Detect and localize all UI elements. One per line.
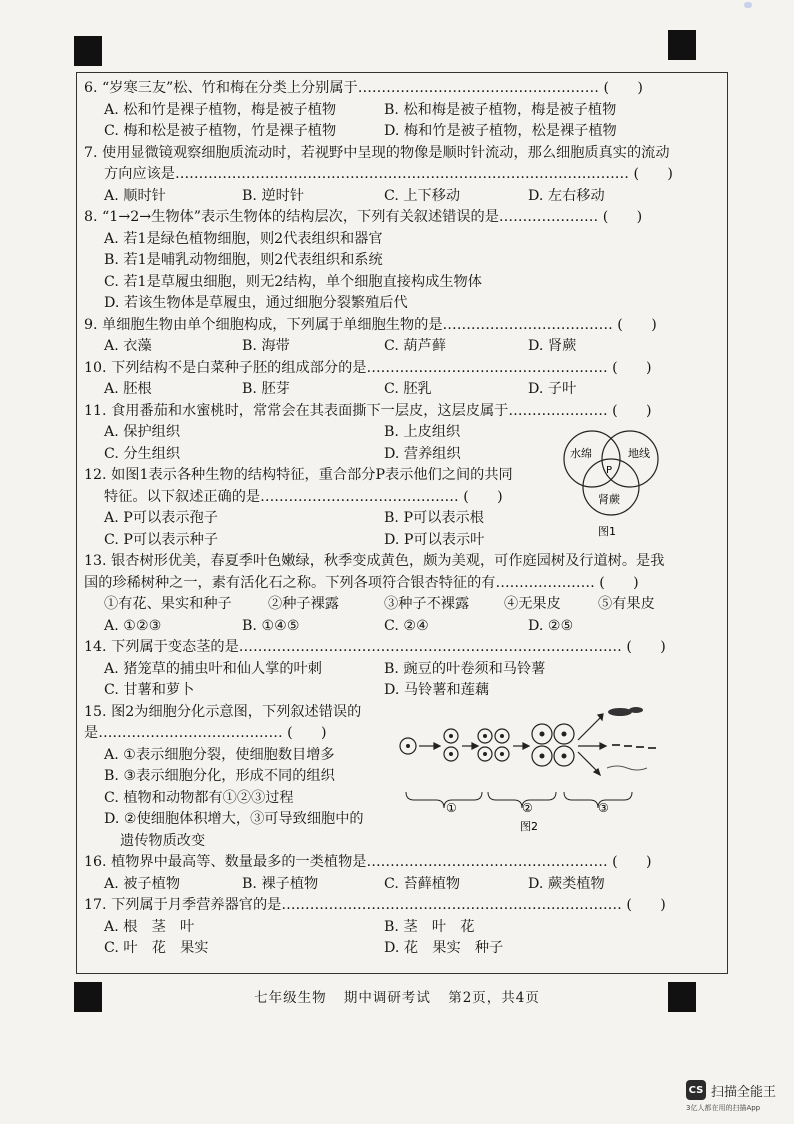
option-a: A. 猪笼草的捕虫叶和仙人掌的叶刺 <box>104 660 322 677</box>
option-d: D. ②⑤ <box>528 617 574 634</box>
option-d: D. 花 果实 种子 <box>384 940 504 956</box>
question-7-stem-cont: 方向应该是…………………………………………………………………………………… ( ) <box>104 166 673 182</box>
question-13-options <box>84 616 704 638</box>
option-c: C. 上下移动 <box>384 187 461 204</box>
tissue-sketch-3 <box>607 766 647 770</box>
question-14-options-row1 <box>84 659 704 681</box>
option-c: C. 甘薯和萝卜 <box>104 682 195 698</box>
question-8-stem: 8. “1→2→生物体”表示生物体的结构层次，下列有关叙述错误的是………………… ( ) <box>84 209 643 225</box>
footer-page: 第2页，共4页 <box>448 990 540 1006</box>
option-c: C. 梅和松是被子植物，竹是裸子植物 <box>104 123 337 139</box>
venn-label-2: 地线 <box>628 447 650 460</box>
brace-1 <box>406 792 482 808</box>
statement-item: ③种子不裸露 <box>384 596 470 612</box>
option-a: A. 胚根 <box>104 381 152 397</box>
question-17-options-row2 <box>84 938 704 960</box>
option-c: C. 葫芦藓 <box>384 338 446 354</box>
question-13-stem-cont: 国的珍稀树种之一，素有活化石之称。下列各项符合银杏特征的有………………… ( ) <box>84 574 639 591</box>
stage-label-1: ① <box>446 801 457 815</box>
option-c: C. P可以表示种子 <box>104 531 219 548</box>
question-11-stem: 11. 食用番茄和水蜜桃时，常常会在其表面撕下一层皮，这层皮属于………………… ( ) <box>84 402 652 419</box>
scanner-watermark <box>686 1080 776 1100</box>
option-d: D. 马铃薯和莲藕 <box>384 682 490 698</box>
figure-2-cell-differentiation <box>392 700 712 840</box>
question-14-stem: 14. 下列属于变态茎的是……………………………………………………………………… ( ) <box>84 639 666 655</box>
option-b: B. 豌豆的叶卷须和马铃薯 <box>384 660 546 677</box>
option-d: D. 左右移动 <box>528 187 605 204</box>
scanner-tagline: 3亿人都在用的扫描App <box>686 1104 761 1112</box>
option-c: C. 植物和动物都有①②③过程 <box>104 789 294 806</box>
statement-item: ⑤有果皮 <box>598 596 655 612</box>
question-15-stem: 15. 图2为细胞分化示意图，下列叙述错误的 <box>84 703 362 720</box>
page-footer <box>0 986 794 1006</box>
venn-label-3: 肾蕨 <box>598 493 620 506</box>
option-a: A. P可以表示孢子 <box>104 510 218 526</box>
statement-item: ④无果皮 <box>504 596 561 612</box>
question-6-stem: 6. “岁寒三友”松、竹和梅在分类上分别属于…………………………………………… ( ) <box>84 80 643 96</box>
option-b: B. ①④⑤ <box>242 617 300 634</box>
option-a: A. 若1是绿色植物细胞，则2代表组织和器官 <box>104 230 383 247</box>
venn-label-1: 水绵 <box>570 447 592 460</box>
question-12-stem-cont: 特征。以下叙述正确的是…………………………………… ( ) <box>104 488 503 505</box>
tissue-sketch-2 <box>612 744 656 749</box>
footer-subject: 七年级生物 <box>254 990 327 1006</box>
stage-label-3: ③ <box>598 801 609 815</box>
statement-item: ①有花、果实和种子 <box>104 596 232 612</box>
question-6-options-row2 <box>84 121 704 143</box>
option-c: C. 叶 花 果实 <box>104 940 209 956</box>
figure-1-caption: 图1 <box>598 525 616 538</box>
option-b: B. 海带 <box>242 338 290 354</box>
question-15-stem-cont: 是………………………………… ( ) <box>84 725 327 741</box>
option-d: D. P可以表示叶 <box>384 531 485 548</box>
option-d: D. 子叶 <box>528 381 577 397</box>
option-c: C. ②④ <box>384 617 429 634</box>
question-10-stem: 10. 下列结构不是白菜种子胚的组成部分的是…………………………………………… ( ) <box>84 359 652 376</box>
question-13-items <box>84 594 704 616</box>
scanner-logo-icon: CS <box>686 1080 706 1100</box>
option-d-cont: 遗传物质改变 <box>120 832 206 849</box>
option-b: B. 逆时针 <box>242 187 305 204</box>
question-7-stem: 7. 使用显微镜观察细胞质流动时，若视野中呈现的物像是顺时针流动，那么细胞质真实的流动 <box>84 144 670 161</box>
option-a: A. 保护组织 <box>104 424 181 440</box>
statement-item: ②种子裸露 <box>268 596 339 612</box>
scanner-app-name: 扫描全能王 <box>711 1084 777 1100</box>
option-a: A. 衣藻 <box>104 338 152 354</box>
option-b: B. 胚芽 <box>242 381 290 397</box>
option-c: C. 分生组织 <box>104 445 181 462</box>
question-10-options <box>84 379 704 401</box>
figure-2-caption: 图2 <box>520 820 538 833</box>
venn-center-label: P <box>606 465 613 476</box>
option-a: A. ①表示细胞分裂，使细胞数目增多 <box>104 746 335 763</box>
question-7-options <box>84 186 704 208</box>
question-12-stem: 12. 如图1表示各种生物的结构特征，重合部分P表示他们之间的共同 <box>84 467 513 483</box>
option-a: A. 顺时针 <box>104 187 166 204</box>
option-d: D. ②使细胞体积增大，③可导致细胞中的 <box>104 811 364 827</box>
tissue-sketch-1 <box>608 707 643 716</box>
corner-mark <box>744 2 752 8</box>
option-c: C. 苔藓植物 <box>384 875 461 892</box>
option-a: A. ①②③ <box>104 617 162 634</box>
question-16-stem: 16. 植物界中最高等、数量最多的一类植物是…………………………………………… ( ) <box>84 854 652 870</box>
option-b: B. 若1是哺乳动物细胞，则2代表组织和系统 <box>104 252 383 268</box>
question-6-options-row1 <box>84 100 704 122</box>
registration-mark <box>668 30 696 60</box>
footer-exam: 期中调研考试 <box>343 990 431 1006</box>
option-b: B. 松和梅是被子植物，梅是被子植物 <box>384 101 617 118</box>
question-14-options-row2 <box>84 680 704 702</box>
option-b: B. P可以表示根 <box>384 510 484 526</box>
option-c: C. 胚乳 <box>384 381 432 397</box>
option-d: D. 若该生物体是草履虫，通过细胞分裂繁殖后代 <box>104 295 408 311</box>
question-13-stem: 13. 银杏树形优美，春夏季叶色嫩绿，秋季变成黄色，颇为美观，可作庭园树及行道树。是我 <box>84 553 665 569</box>
registration-mark <box>74 36 102 66</box>
option-c: C. 若1是草履虫细胞，则无2结构，单个细胞直接构成生物体 <box>104 273 482 290</box>
option-b: B. 茎 叶 花 <box>384 918 475 935</box>
option-d: D. 梅和竹是被子植物，松是裸子植物 <box>384 123 617 139</box>
question-16-options <box>84 874 704 896</box>
question-17-options-row1 <box>84 917 704 939</box>
figure-1-venn-diagram <box>556 425 676 547</box>
question-17-stem: 17. 下列属于月季营养器官的是……………………………………………………………… ( ) <box>84 897 666 913</box>
option-a: A. 被子植物 <box>104 875 181 892</box>
option-b: B. 裸子植物 <box>242 875 319 892</box>
option-d: D. 营养组织 <box>384 445 461 462</box>
question-9-stem: 9. 单细胞生物由单个细胞构成，下列属于单细胞生物的是……………………………… ( ) <box>84 316 657 333</box>
stage-label-2: ② <box>522 801 533 815</box>
option-b: B. 上皮组织 <box>384 424 461 440</box>
option-a: A. 松和竹是裸子植物，梅是被子植物 <box>104 101 337 118</box>
option-a: A. 根 茎 叶 <box>104 918 195 935</box>
option-b: B. ③表示细胞分化，形成不同的组织 <box>104 768 335 784</box>
question-9-options <box>84 336 704 358</box>
option-d: D. 肾蕨 <box>528 338 577 354</box>
option-d: D. 蕨类植物 <box>528 875 605 892</box>
